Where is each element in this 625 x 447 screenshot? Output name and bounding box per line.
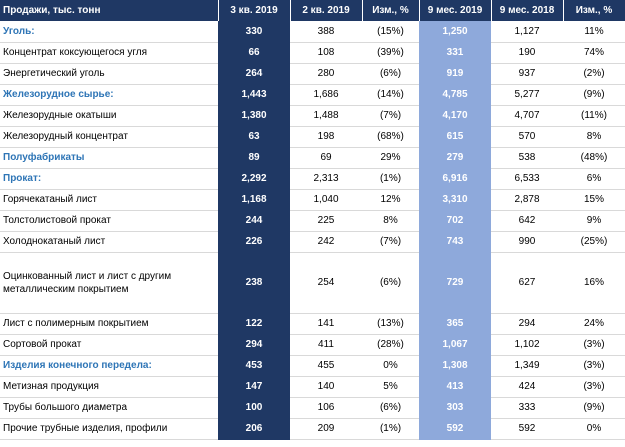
table-row xyxy=(0,126,625,147)
cell-9m-2019: 6,916 xyxy=(419,168,491,189)
cell-change-quarter: 0% xyxy=(362,355,419,376)
cell-q2-2019: 141 xyxy=(290,313,362,334)
cell-q2-2019: 254 xyxy=(290,252,362,313)
cell-change-quarter: (1%) xyxy=(362,418,419,439)
product-name: Сортовой прокат xyxy=(0,334,218,355)
cell-q3-2019: 453 xyxy=(218,355,290,376)
product-name: Холоднокатаный лист xyxy=(0,231,218,252)
product-name: Метизная продукция xyxy=(0,376,218,397)
cell-change-quarter: (7%) xyxy=(362,231,419,252)
table-row xyxy=(0,252,625,313)
header-9m-2018: 9 мес. 2018 xyxy=(491,0,563,21)
cell-9m-2019: 1,250 xyxy=(419,21,491,42)
cell-9m-2019: 365 xyxy=(419,313,491,334)
cell-change-9m: (25%) xyxy=(563,231,625,252)
category-name: Полуфабрикаты xyxy=(0,147,218,168)
cell-change-9m: (9%) xyxy=(563,397,625,418)
cell-9m-2018: 1,127 xyxy=(491,21,563,42)
cell-change-quarter: (1%) xyxy=(362,168,419,189)
cell-q2-2019: 198 xyxy=(290,126,362,147)
cell-9m-2018: 333 xyxy=(491,397,563,418)
cell-q2-2019: 106 xyxy=(290,397,362,418)
table-row xyxy=(0,355,625,376)
product-name: Прочие трубные изделия, профили xyxy=(0,418,218,439)
cell-9m-2019: 1,067 xyxy=(419,334,491,355)
cell-q3-2019: 147 xyxy=(218,376,290,397)
product-name: Железорудные окатыши xyxy=(0,105,218,126)
cell-q3-2019: 244 xyxy=(218,210,290,231)
table-row xyxy=(0,63,625,84)
cell-q3-2019: 100 xyxy=(218,397,290,418)
cell-9m-2019: 4,785 xyxy=(419,84,491,105)
cell-9m-2019: 592 xyxy=(419,418,491,439)
category-name: Прокат: xyxy=(0,168,218,189)
cell-change-9m: (3%) xyxy=(563,376,625,397)
table-row xyxy=(0,189,625,210)
cell-9m-2019: 1,308 xyxy=(419,355,491,376)
cell-q2-2019: 209 xyxy=(290,418,362,439)
cell-q2-2019: 388 xyxy=(290,21,362,42)
table-row xyxy=(0,418,625,439)
cell-change-quarter: (6%) xyxy=(362,63,419,84)
product-name: Толстолистовой прокат xyxy=(0,210,218,231)
cell-q2-2019: 69 xyxy=(290,147,362,168)
cell-change-9m: 9% xyxy=(563,210,625,231)
cell-change-9m: (48%) xyxy=(563,147,625,168)
cell-q3-2019: 206 xyxy=(218,418,290,439)
cell-q3-2019: 89 xyxy=(218,147,290,168)
cell-q2-2019: 2,313 xyxy=(290,168,362,189)
cell-q2-2019: 1,040 xyxy=(290,189,362,210)
table-row xyxy=(0,210,625,231)
header-row xyxy=(0,0,625,21)
cell-9m-2018: 538 xyxy=(491,147,563,168)
product-name: Трубы большого диаметра xyxy=(0,397,218,418)
cell-9m-2019: 303 xyxy=(419,397,491,418)
cell-9m-2019: 702 xyxy=(419,210,491,231)
product-name: Энергетический уголь xyxy=(0,63,218,84)
table-row xyxy=(0,42,625,63)
cell-9m-2019: 413 xyxy=(419,376,491,397)
cell-change-9m: (9%) xyxy=(563,84,625,105)
cell-9m-2018: 190 xyxy=(491,42,563,63)
cell-change-9m: 24% xyxy=(563,313,625,334)
cell-9m-2018: 937 xyxy=(491,63,563,84)
product-name: Лист с полимерным покрытием xyxy=(0,313,218,334)
cell-q2-2019: 1,686 xyxy=(290,84,362,105)
cell-q2-2019: 242 xyxy=(290,231,362,252)
cell-q3-2019: 1,443 xyxy=(218,84,290,105)
cell-9m-2019: 729 xyxy=(419,252,491,313)
product-name: Горячекатаный лист xyxy=(0,189,218,210)
cell-q2-2019: 140 xyxy=(290,376,362,397)
table-row xyxy=(0,334,625,355)
cell-change-quarter: (39%) xyxy=(362,42,419,63)
cell-q2-2019: 1,488 xyxy=(290,105,362,126)
cell-9m-2018: 294 xyxy=(491,313,563,334)
cell-change-quarter: (7%) xyxy=(362,105,419,126)
category-name: Железорудное сырье: xyxy=(0,84,218,105)
cell-change-quarter: 5% xyxy=(362,376,419,397)
cell-q2-2019: 225 xyxy=(290,210,362,231)
table-row xyxy=(0,231,625,252)
cell-9m-2018: 5,277 xyxy=(491,84,563,105)
cell-9m-2018: 592 xyxy=(491,418,563,439)
cell-change-9m: (3%) xyxy=(563,355,625,376)
cell-9m-2018: 2,878 xyxy=(491,189,563,210)
cell-q2-2019: 455 xyxy=(290,355,362,376)
cell-change-quarter: (14%) xyxy=(362,84,419,105)
cell-q3-2019: 66 xyxy=(218,42,290,63)
cell-q3-2019: 330 xyxy=(218,21,290,42)
cell-change-9m: 0% xyxy=(563,418,625,439)
cell-change-quarter: (28%) xyxy=(362,334,419,355)
header-q2-2019: 2 кв. 2019 xyxy=(290,0,362,21)
product-name: Концентрат коксующегося угля xyxy=(0,42,218,63)
cell-q3-2019: 226 xyxy=(218,231,290,252)
cell-change-quarter: 8% xyxy=(362,210,419,231)
cell-q3-2019: 238 xyxy=(218,252,290,313)
cell-change-quarter: (13%) xyxy=(362,313,419,334)
cell-9m-2018: 642 xyxy=(491,210,563,231)
table-row xyxy=(0,397,625,418)
cell-change-quarter: (68%) xyxy=(362,126,419,147)
cell-9m-2019: 279 xyxy=(419,147,491,168)
cell-change-9m: 8% xyxy=(563,126,625,147)
category-name: Изделия конечного передела: xyxy=(0,355,218,376)
cell-change-9m: 16% xyxy=(563,252,625,313)
cell-change-quarter: (6%) xyxy=(362,252,419,313)
cell-9m-2018: 570 xyxy=(491,126,563,147)
cell-9m-2019: 615 xyxy=(419,126,491,147)
cell-q2-2019: 411 xyxy=(290,334,362,355)
table-row xyxy=(0,21,625,42)
cell-q3-2019: 264 xyxy=(218,63,290,84)
cell-q3-2019: 2,292 xyxy=(218,168,290,189)
product-name: Оцинкованный лист и лист с другим металлическим покрытием xyxy=(0,252,218,313)
cell-9m-2019: 743 xyxy=(419,231,491,252)
table-row xyxy=(0,147,625,168)
cell-change-9m: 74% xyxy=(563,42,625,63)
cell-change-9m: 15% xyxy=(563,189,625,210)
cell-q2-2019: 280 xyxy=(290,63,362,84)
cell-q3-2019: 63 xyxy=(218,126,290,147)
cell-change-quarter: 12% xyxy=(362,189,419,210)
table-row xyxy=(0,105,625,126)
category-name: Уголь: xyxy=(0,21,218,42)
cell-q3-2019: 122 xyxy=(218,313,290,334)
cell-9m-2019: 331 xyxy=(419,42,491,63)
cell-change-quarter: (15%) xyxy=(362,21,419,42)
header-9m-2019: 9 мес. 2019 xyxy=(419,0,491,21)
table-row xyxy=(0,313,625,334)
cell-change-quarter: 29% xyxy=(362,147,419,168)
cell-q2-2019: 108 xyxy=(290,42,362,63)
cell-9m-2019: 3,310 xyxy=(419,189,491,210)
table-row xyxy=(0,376,625,397)
cell-change-9m: 11% xyxy=(563,21,625,42)
cell-9m-2018: 1,102 xyxy=(491,334,563,355)
cell-q3-2019: 1,380 xyxy=(218,105,290,126)
table-row xyxy=(0,84,625,105)
cell-9m-2018: 1,349 xyxy=(491,355,563,376)
cell-q3-2019: 1,168 xyxy=(218,189,290,210)
cell-9m-2019: 919 xyxy=(419,63,491,84)
cell-change-9m: (2%) xyxy=(563,63,625,84)
cell-9m-2018: 627 xyxy=(491,252,563,313)
header-q3-2019: 3 кв. 2019 xyxy=(218,0,290,21)
cell-9m-2018: 4,707 xyxy=(491,105,563,126)
cell-9m-2018: 424 xyxy=(491,376,563,397)
cell-9m-2019: 4,170 xyxy=(419,105,491,126)
header-change-9m: Изм., % xyxy=(563,0,625,21)
cell-change-quarter: (6%) xyxy=(362,397,419,418)
table-row xyxy=(0,168,625,189)
product-name: Железорудный концентрат xyxy=(0,126,218,147)
header-change-quarter: Изм., % xyxy=(362,0,419,21)
cell-q3-2019: 294 xyxy=(218,334,290,355)
cell-change-9m: (11%) xyxy=(563,105,625,126)
cell-change-9m: (3%) xyxy=(563,334,625,355)
header-product: Продажи, тыс. тонн xyxy=(0,0,218,21)
cell-9m-2018: 990 xyxy=(491,231,563,252)
cell-change-9m: 6% xyxy=(563,168,625,189)
cell-9m-2018: 6,533 xyxy=(491,168,563,189)
